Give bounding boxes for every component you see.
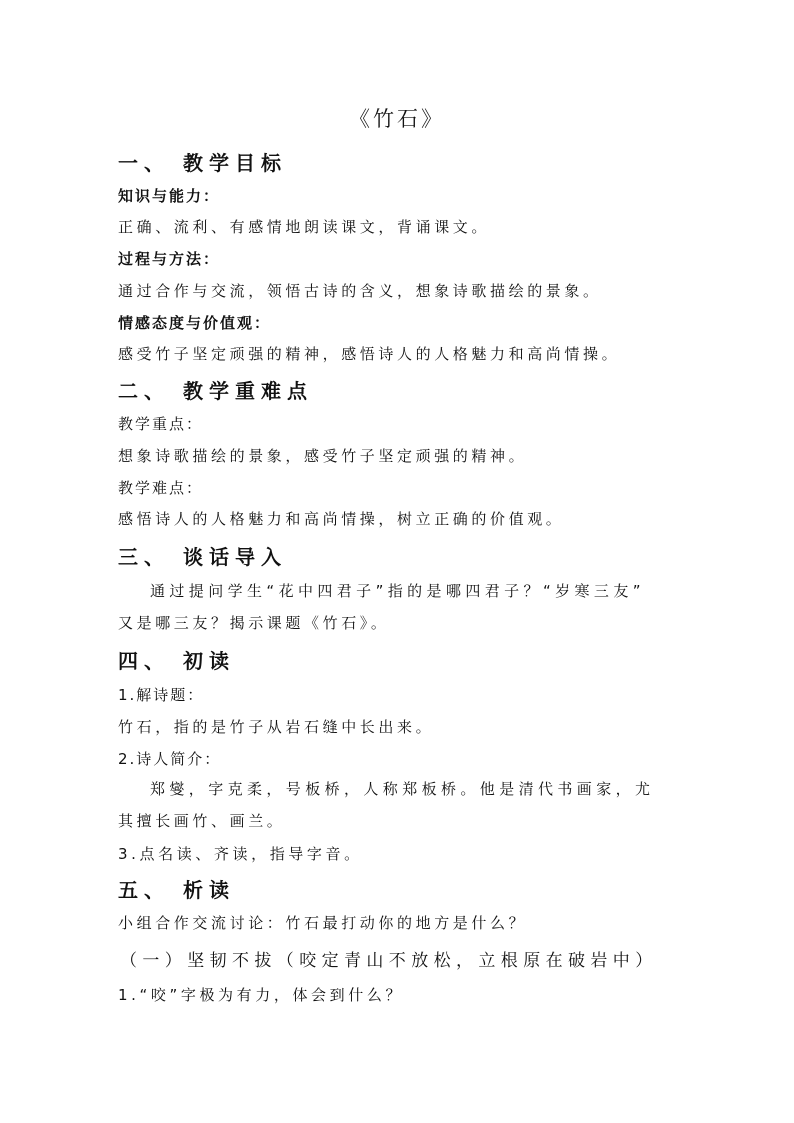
- text-process: 通过合作与交流，领悟古诗的含义，想象诗歌描绘的景象。: [118, 282, 602, 300]
- section-heading-key-points: 二、 教学重难点: [118, 379, 313, 403]
- label-difficulty: 教学难点：: [118, 479, 204, 497]
- list-item-2-line-2: 其擅长画竹、画兰。: [118, 812, 286, 830]
- label-process: 过程与方法：: [118, 250, 221, 268]
- text-focus: 想象诗歌描绘的景象，感受竹子坚定顽强的精神。: [118, 447, 528, 465]
- list-item-2: 2.诗人简介：: [118, 750, 222, 768]
- section-heading-intro: 三、 谈话导入: [118, 545, 287, 569]
- section-heading-analysis: 五、 析读: [118, 878, 235, 902]
- document-title: 《竹石》: [349, 107, 445, 131]
- label-focus: 教学重点：: [118, 415, 204, 433]
- analysis-intro: 小组合作交流讨论：竹石最打动你的地方是什么？: [118, 914, 528, 932]
- analysis-question-1: 1.“咬”字极为有力，体会到什么？: [118, 986, 405, 1004]
- list-item-3: 3.点名读、齐读，指导字音。: [118, 845, 363, 863]
- section-heading-goals: 一、 教学目标: [118, 151, 287, 175]
- section-heading-first-read: 四、 初读: [118, 649, 235, 673]
- list-item-1: 1.解诗题：: [118, 686, 205, 704]
- text-difficulty: 感悟诗人的人格魅力和高尚情操，树立正确的价值观。: [118, 510, 565, 528]
- label-knowledge: 知识与能力：: [118, 187, 221, 205]
- label-emotion: 情感态度与价值观：: [118, 314, 272, 332]
- text-knowledge: 正确、流利、有感情地朗读课文，背诵课文。: [118, 218, 491, 236]
- analysis-subheading-1: （一）坚韧不拔（咬定青山不放松，立根原在破岩中）: [120, 951, 658, 971]
- intro-line-1: 通过提问学生“花中四君子”指的是哪四君子？“岁寒三友”: [150, 582, 645, 600]
- list-item-2-line-1: 郑燮，字克柔，号板桥，人称郑板桥。他是清代书画家，尤: [150, 780, 655, 798]
- list-item-1-text: 竹石，指的是竹子从岩石缝中长出来。: [118, 718, 435, 736]
- text-emotion: 感受竹子坚定顽强的精神，感悟诗人的人格魅力和高尚情操。: [118, 345, 621, 363]
- intro-line-2: 又是哪三友？揭示课题《竹石》。: [118, 614, 390, 632]
